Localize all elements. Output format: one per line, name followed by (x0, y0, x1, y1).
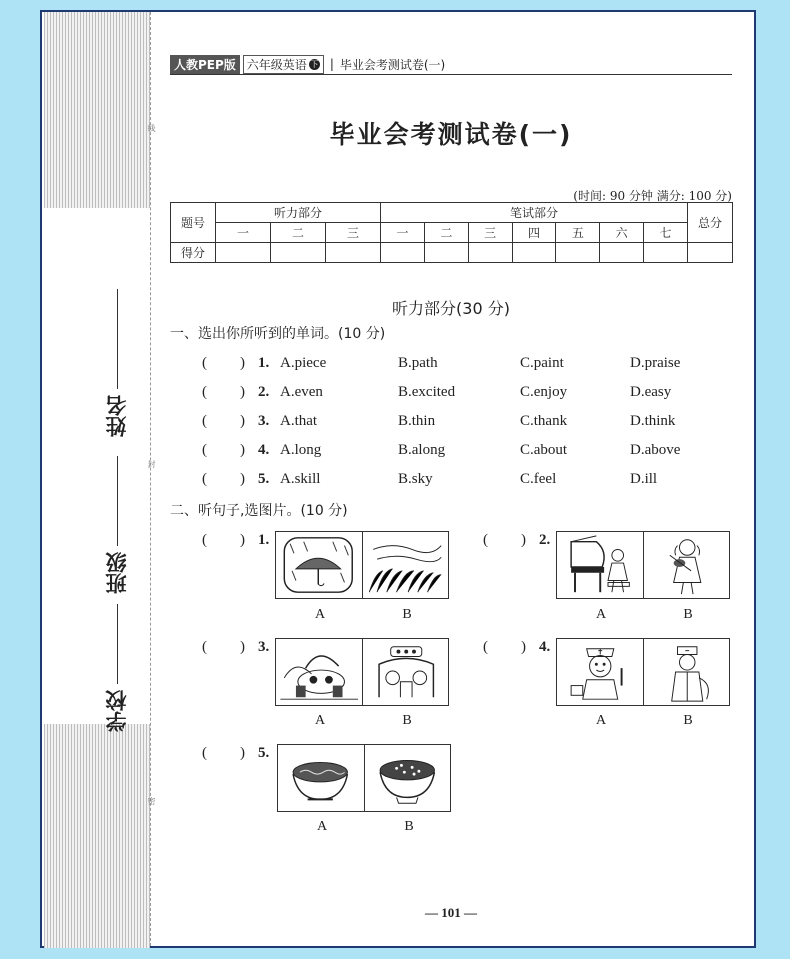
option-a: A.piece (280, 355, 327, 371)
answer-paren-open[interactable]: ( (202, 471, 207, 487)
writing-col: 三 (468, 223, 512, 243)
question-number: 5. (258, 745, 270, 761)
noodle-bowl-picture[interactable] (278, 745, 365, 811)
picture-pair (275, 531, 449, 599)
picture-pair (556, 531, 730, 599)
writing-col: 一 (381, 223, 425, 243)
answer-paren-close: ) (240, 471, 245, 487)
question-number: 4. (258, 442, 270, 458)
cut-mark-top: 线 (147, 124, 156, 132)
picture-question (202, 532, 282, 554)
answer-paren-open[interactable]: ( (202, 384, 207, 400)
option-c: C.enjoy (520, 384, 568, 400)
picture-question (202, 745, 282, 767)
option-a: A.that (280, 413, 318, 429)
option-c: C.about (520, 442, 568, 458)
picture-label-b: B (683, 607, 693, 622)
answer-paren-close: ) (240, 639, 245, 655)
score-cell[interactable] (556, 243, 600, 263)
score-cell[interactable] (326, 243, 381, 263)
question-number: 3. (258, 413, 270, 429)
cut-mark-mid: 封 (147, 460, 156, 468)
word-question (202, 355, 742, 377)
cut-line (150, 12, 151, 946)
cut-mark-bottom: 密 (147, 797, 156, 805)
score-label-cell: 得分 (171, 243, 216, 263)
question-number: 2. (258, 384, 270, 400)
picture-question (483, 532, 563, 554)
writing-col: 五 (556, 223, 600, 243)
score-cell[interactable] (216, 243, 271, 263)
picture-label-b: B (683, 713, 693, 728)
picture-label-a: A (314, 607, 326, 622)
answer-paren-close: ) (240, 355, 245, 371)
listening-header-cell: 听力部分 (216, 203, 381, 223)
word-question (202, 442, 742, 464)
score-cell[interactable] (381, 243, 425, 263)
answer-paren-open[interactable]: ( (202, 413, 207, 429)
time-info: (时间: 90 分钟 满分: 100 分) (573, 189, 732, 203)
answer-paren-close: ) (240, 413, 245, 429)
mushroom-house-picture[interactable] (276, 639, 363, 705)
picture-question (202, 639, 282, 661)
picture-label-b: B (402, 607, 412, 622)
score-cell[interactable] (424, 243, 468, 263)
listening-col: 二 (271, 223, 326, 243)
girl-playing-piano-picture[interactable] (557, 532, 644, 598)
header-exam-name: 毕业会考测试卷(一) (339, 57, 446, 72)
answer-paren-close: ) (240, 532, 245, 548)
option-c: C.feel (520, 471, 557, 487)
girl-playing-violin-picture[interactable] (644, 532, 730, 598)
name-field[interactable] (102, 237, 132, 437)
word-question (202, 413, 742, 435)
nurse-picture[interactable] (557, 639, 644, 705)
option-b: B.thin (398, 413, 436, 429)
picture-label-b: B (404, 819, 414, 834)
option-d: D.easy (630, 384, 672, 400)
answer-paren-close: ) (240, 384, 245, 400)
grade-badge (243, 55, 324, 74)
class-field[interactable] (102, 444, 132, 594)
section2-title: 二、听句子,选图片。(10 分) (170, 503, 348, 519)
answer-paren-open[interactable]: ( (202, 442, 207, 458)
score-cell[interactable] (600, 243, 644, 263)
question-number: 3. (258, 639, 270, 655)
score-cell[interactable] (644, 243, 688, 263)
school-label: 学校 (105, 690, 129, 732)
binding-margin (42, 12, 150, 946)
question-number: 1. (258, 532, 270, 548)
option-a: A.long (280, 442, 322, 458)
score-table-header-row (171, 203, 733, 223)
picture-label-b: B (402, 713, 412, 728)
header-bar (170, 54, 732, 75)
writing-col: 二 (424, 223, 468, 243)
publisher-badge: 人教PEP版 (170, 55, 240, 74)
option-d: D.praise (630, 355, 681, 371)
score-table (170, 202, 733, 263)
option-b: B.excited (398, 384, 456, 400)
option-b: B.along (398, 442, 446, 458)
total-score-cell[interactable] (688, 243, 733, 263)
margin-stripe-top (44, 12, 150, 208)
answer-paren-open[interactable]: ( (202, 639, 207, 655)
question-number: 1. (258, 355, 270, 371)
picture-pair (556, 638, 730, 706)
writing-header-cell: 笔试部分 (381, 203, 688, 223)
picture-label-a: A (595, 607, 607, 622)
answer-paren-open[interactable]: ( (202, 532, 207, 548)
margin-stripe-bottom (44, 724, 150, 948)
answer-paren-open[interactable]: ( (202, 355, 207, 371)
header-separator: | (329, 57, 334, 71)
listening-section-title: 听力部分(30 分) (392, 299, 510, 318)
total-header-cell: 总分 (688, 203, 733, 243)
section1-title: 一、选出你所听到的单词。(10 分) (170, 326, 386, 342)
option-b: B.path (398, 355, 438, 371)
score-row (171, 243, 733, 263)
answer-paren-open[interactable]: ( (483, 532, 488, 548)
option-c: C.paint (520, 355, 564, 371)
option-d: D.ill (630, 471, 658, 487)
grade-label: 六年级英语 (246, 57, 307, 72)
listening-col: 一 (216, 223, 271, 243)
score-cell[interactable] (512, 243, 556, 263)
windy-field-picture[interactable] (363, 532, 449, 598)
picture-pair (275, 638, 449, 706)
page-number: — 101 — (425, 905, 477, 920)
school-field[interactable] (102, 592, 132, 732)
question-number: 2. (539, 532, 551, 548)
score-cell[interactable] (468, 243, 512, 263)
exam-paper (40, 10, 756, 948)
picture-label-a: A (316, 819, 328, 834)
word-question (202, 471, 742, 493)
option-d: D.above (630, 442, 681, 458)
name-label: 姓名 (105, 395, 129, 437)
word-question (202, 384, 742, 406)
option-c: C.thank (520, 413, 568, 429)
page-title: 毕业会考测试卷(一) (329, 120, 573, 149)
question-number: 5. (258, 471, 270, 487)
writing-col: 六 (600, 223, 644, 243)
answer-paren-open[interactable]: ( (202, 745, 207, 761)
class-label: 班级 (105, 552, 129, 594)
question-number: 4. (539, 639, 551, 655)
answer-paren-close: ) (521, 532, 526, 548)
picture-question (483, 639, 563, 661)
option-d: D.think (630, 413, 676, 429)
umbrella-in-rain-picture[interactable] (276, 532, 363, 598)
answer-paren-close: ) (521, 639, 526, 655)
answer-paren-open[interactable]: ( (483, 639, 488, 655)
picture-pair (277, 744, 451, 812)
score-cell[interactable] (271, 243, 326, 263)
theme-park-gate-picture[interactable] (363, 639, 449, 705)
option-a: A.skill (280, 471, 321, 487)
score-table-cols-row (171, 223, 733, 243)
volume-badge: 下 (310, 59, 319, 69)
rice-bowl-picture[interactable] (365, 745, 451, 811)
option-a: A.even (280, 384, 323, 400)
option-b: B.sky (398, 471, 433, 487)
answer-paren-close: ) (240, 442, 245, 458)
writing-col: 四 (512, 223, 556, 243)
writing-col: 七 (644, 223, 688, 243)
doctor-picture[interactable] (644, 639, 730, 705)
row-label-cell: 题号 (171, 203, 216, 243)
answer-paren-close: ) (240, 745, 245, 761)
picture-label-a: A (314, 713, 326, 728)
listening-col: 三 (326, 223, 381, 243)
picture-label-a: A (595, 713, 607, 728)
